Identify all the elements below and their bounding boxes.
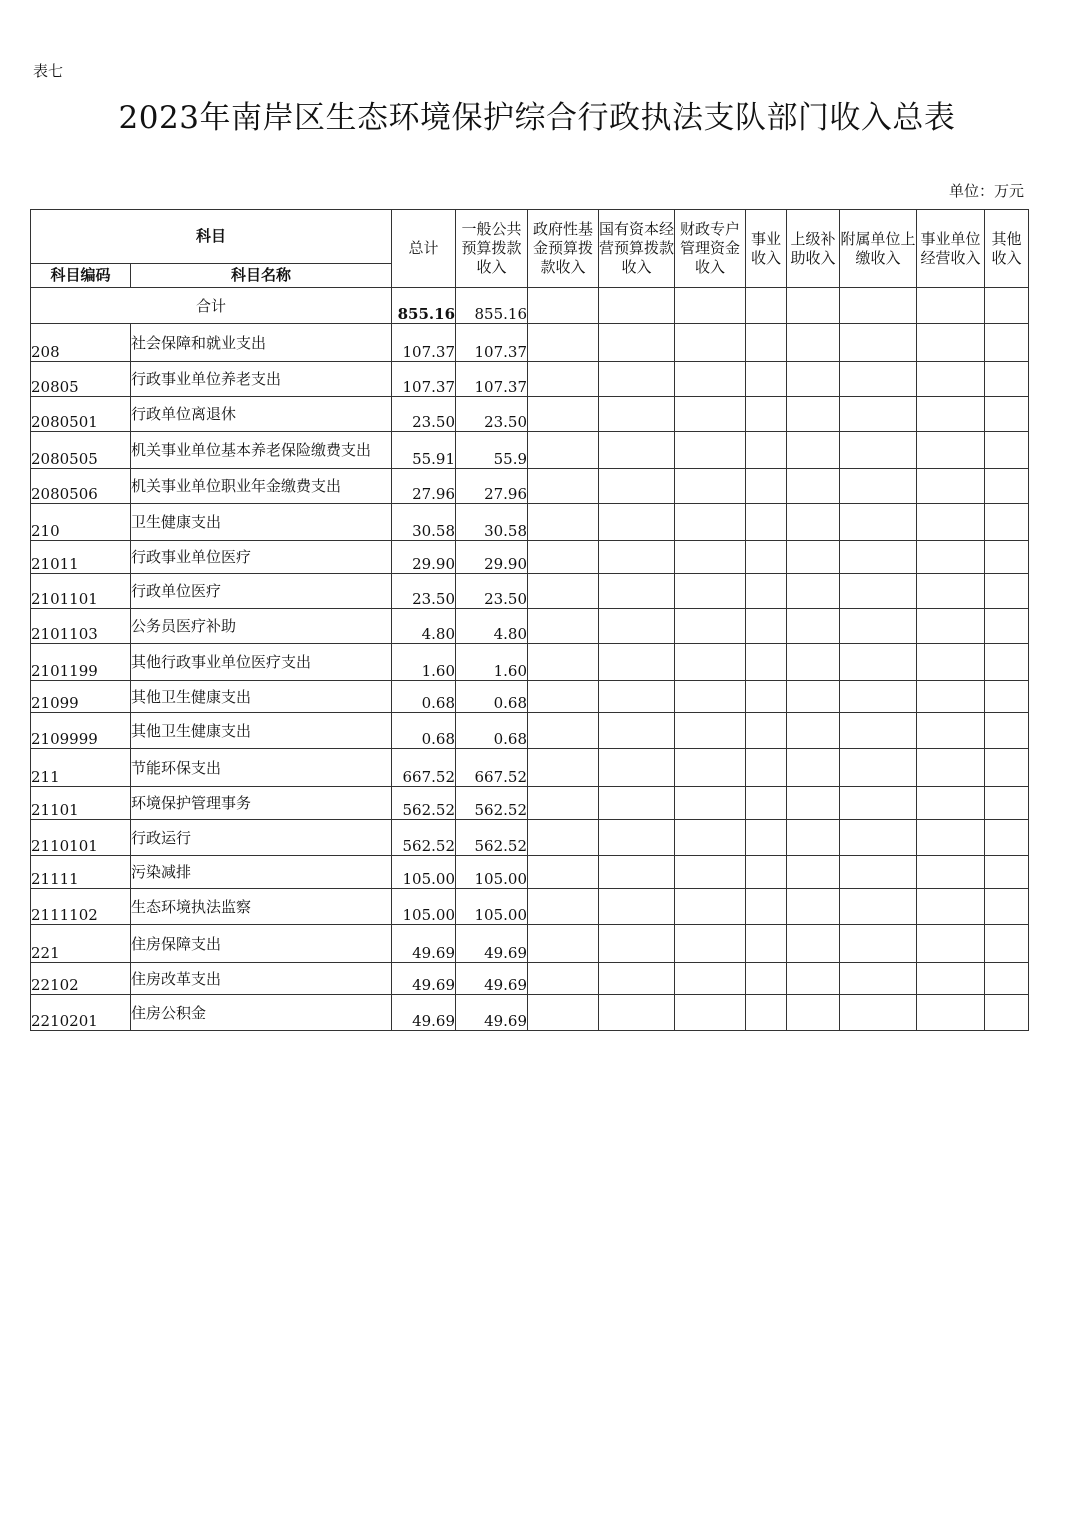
empty-cell <box>675 856 746 889</box>
row-total: 49.69 <box>392 963 456 995</box>
empty-cell <box>599 397 675 432</box>
empty-cell <box>675 681 746 713</box>
row-code: 2080505 <box>31 432 131 469</box>
empty-cell <box>528 324 599 362</box>
row-general-budget: 30.58 <box>456 504 528 541</box>
empty-cell <box>746 324 787 362</box>
header-operating-income: 事业单位经营收入 <box>917 210 985 288</box>
empty-cell <box>917 574 985 609</box>
empty-cell <box>746 681 787 713</box>
row-general-budget: 0.68 <box>456 681 528 713</box>
empty-cell <box>528 574 599 609</box>
row-total: 4.80 <box>392 609 456 644</box>
table-row <box>31 324 1029 362</box>
table-row <box>31 541 1029 574</box>
empty-cell <box>787 644 840 681</box>
empty-cell <box>528 995 599 1031</box>
empty-cell <box>528 856 599 889</box>
empty-cell <box>599 432 675 469</box>
empty-cell <box>599 963 675 995</box>
empty-cell <box>528 787 599 820</box>
table-row <box>31 856 1029 889</box>
row-general-budget: 4.80 <box>456 609 528 644</box>
empty-cell <box>787 681 840 713</box>
row-name: 环境保护管理事务 <box>131 787 392 820</box>
empty-cell <box>840 504 917 541</box>
row-code: 2101101 <box>31 574 131 609</box>
empty-cell <box>675 995 746 1031</box>
empty-cell <box>917 504 985 541</box>
empty-cell <box>528 925 599 963</box>
total-value: 855.16 <box>392 288 456 324</box>
empty-cell <box>917 609 985 644</box>
empty-cell <box>787 432 840 469</box>
empty-cell <box>599 749 675 787</box>
empty-cell <box>746 609 787 644</box>
empty-cell <box>746 397 787 432</box>
row-code: 2210201 <box>31 995 131 1031</box>
row-code: 21011 <box>31 541 131 574</box>
empty-cell <box>599 574 675 609</box>
empty-cell <box>840 925 917 963</box>
row-code: 2080501 <box>31 397 131 432</box>
empty-cell <box>917 324 985 362</box>
row-general-budget: 49.69 <box>456 925 528 963</box>
empty-cell <box>985 820 1029 856</box>
header-total: 总计 <box>392 210 456 288</box>
table-row <box>31 925 1029 963</box>
row-code: 2109999 <box>31 713 131 749</box>
row-code: 210 <box>31 504 131 541</box>
row-name: 行政单位离退休 <box>131 397 392 432</box>
empty-cell <box>985 925 1029 963</box>
row-total: 27.96 <box>392 469 456 504</box>
empty-cell <box>917 820 985 856</box>
empty-cell <box>985 609 1029 644</box>
empty-cell <box>675 963 746 995</box>
empty-cell <box>787 749 840 787</box>
empty-cell <box>528 504 599 541</box>
empty-cell <box>985 397 1029 432</box>
empty-cell <box>675 749 746 787</box>
row-code: 208 <box>31 324 131 362</box>
row-name: 社会保障和就业支出 <box>131 324 392 362</box>
row-name: 其他卫生健康支出 <box>131 681 392 713</box>
empty-cell <box>985 749 1029 787</box>
row-general-budget: 23.50 <box>456 397 528 432</box>
empty-cell <box>787 820 840 856</box>
total-label: 合计 <box>31 288 392 324</box>
empty-cell <box>840 324 917 362</box>
empty-cell <box>746 995 787 1031</box>
empty-cell <box>985 504 1029 541</box>
row-name: 机关事业单位基本养老保险缴费支出 <box>131 432 392 469</box>
row-code: 21099 <box>31 681 131 713</box>
row-total: 49.69 <box>392 925 456 963</box>
row-total: 105.00 <box>392 889 456 925</box>
empty-cell <box>675 362 746 397</box>
empty-cell <box>675 713 746 749</box>
table-row <box>31 362 1029 397</box>
empty-cell <box>917 362 985 397</box>
empty-cell <box>917 432 985 469</box>
empty-cell <box>917 681 985 713</box>
empty-cell <box>675 504 746 541</box>
row-general-budget: 107.37 <box>456 362 528 397</box>
unit-label: 单位：万元 <box>948 182 1024 200</box>
empty-cell <box>528 889 599 925</box>
table-row <box>31 995 1029 1031</box>
empty-cell <box>599 504 675 541</box>
header-gov-fund: 政府性基金预算拨款收入 <box>528 210 599 288</box>
row-name: 生态环境执法监察 <box>131 889 392 925</box>
row-total: 49.69 <box>392 995 456 1031</box>
page-title: 2023年南岸区生态环境保护综合行政执法支队部门收入总表 <box>118 100 956 136</box>
row-code: 21111 <box>31 856 131 889</box>
empty-cell <box>787 541 840 574</box>
empty-cell <box>675 820 746 856</box>
empty-cell <box>787 995 840 1031</box>
empty-cell <box>675 925 746 963</box>
empty-cell <box>840 681 917 713</box>
empty-cell <box>917 889 985 925</box>
row-name: 节能环保支出 <box>131 749 392 787</box>
row-name: 住房公积金 <box>131 995 392 1031</box>
empty-cell <box>985 713 1029 749</box>
row-total: 1.60 <box>392 644 456 681</box>
empty-cell <box>787 856 840 889</box>
empty-cell <box>528 820 599 856</box>
header-superior-subsidy: 上级补助收入 <box>787 210 840 288</box>
table-row <box>31 397 1029 432</box>
header-code: 科目编码 <box>31 264 131 288</box>
empty-cell <box>599 541 675 574</box>
empty-cell <box>787 713 840 749</box>
row-general-budget: 105.00 <box>456 889 528 925</box>
empty-cell <box>985 324 1029 362</box>
empty-cell <box>746 749 787 787</box>
row-general-budget: 105.00 <box>456 856 528 889</box>
empty-cell <box>746 889 787 925</box>
table-row <box>31 504 1029 541</box>
table-row <box>31 787 1029 820</box>
empty-cell <box>917 644 985 681</box>
empty-cell <box>675 609 746 644</box>
total-row <box>31 288 1029 324</box>
empty-cell <box>917 469 985 504</box>
row-name: 公务员医疗补助 <box>131 609 392 644</box>
empty-cell <box>599 889 675 925</box>
table-row <box>31 889 1029 925</box>
table-number: 表七 <box>33 62 64 80</box>
row-name: 行政事业单位医疗 <box>131 541 392 574</box>
empty-cell <box>917 925 985 963</box>
row-general-budget: 27.96 <box>456 469 528 504</box>
empty-cell <box>746 787 787 820</box>
row-general-budget: 667.52 <box>456 749 528 787</box>
empty-cell <box>840 432 917 469</box>
row-name: 住房改革支出 <box>131 963 392 995</box>
empty-cell <box>985 362 1029 397</box>
empty-cell <box>840 889 917 925</box>
empty-cell <box>787 925 840 963</box>
row-total: 107.37 <box>392 324 456 362</box>
empty-cell <box>917 856 985 889</box>
row-name: 机关事业单位职业年金缴费支出 <box>131 469 392 504</box>
row-general-budget: 562.52 <box>456 787 528 820</box>
header-subject: 科目 <box>31 210 392 264</box>
table-row <box>31 609 1029 644</box>
empty-cell <box>599 469 675 504</box>
empty-cell <box>840 749 917 787</box>
header-name: 科目名称 <box>131 264 392 288</box>
empty-cell <box>840 574 917 609</box>
empty-cell <box>746 541 787 574</box>
table-row <box>31 820 1029 856</box>
row-general-budget: 29.90 <box>456 541 528 574</box>
table-row <box>31 432 1029 469</box>
table-row <box>31 681 1029 713</box>
empty-cell <box>985 574 1029 609</box>
empty-cell <box>746 644 787 681</box>
empty-cell <box>840 541 917 574</box>
empty-cell <box>528 963 599 995</box>
empty-cell <box>599 609 675 644</box>
empty-cell <box>599 713 675 749</box>
empty-cell <box>917 541 985 574</box>
empty-cell <box>985 541 1029 574</box>
empty-cell <box>675 574 746 609</box>
row-code: 22102 <box>31 963 131 995</box>
empty-cell <box>985 432 1029 469</box>
empty-cell <box>528 362 599 397</box>
empty-cell <box>985 963 1029 995</box>
empty-cell <box>599 995 675 1031</box>
row-code: 2101103 <box>31 609 131 644</box>
row-name: 其他卫生健康支出 <box>131 713 392 749</box>
empty-cell <box>985 889 1029 925</box>
empty-cell <box>528 644 599 681</box>
empty-cell <box>528 609 599 644</box>
row-name: 行政单位医疗 <box>131 574 392 609</box>
row-code: 2080506 <box>31 469 131 504</box>
empty-cell <box>985 681 1029 713</box>
empty-cell <box>840 644 917 681</box>
empty-cell <box>746 963 787 995</box>
table-row <box>31 963 1029 995</box>
empty-cell <box>840 787 917 820</box>
empty-cell <box>840 362 917 397</box>
row-general-budget: 1.60 <box>456 644 528 681</box>
empty-cell <box>985 469 1029 504</box>
row-total: 562.52 <box>392 787 456 820</box>
empty-cell <box>599 362 675 397</box>
empty-cell <box>787 574 840 609</box>
empty-cell <box>787 469 840 504</box>
empty-cell <box>528 469 599 504</box>
empty-cell <box>746 925 787 963</box>
row-total: 667.52 <box>392 749 456 787</box>
header-general-budget: 一般公共预算拨款收入 <box>456 210 528 288</box>
row-total: 0.68 <box>392 681 456 713</box>
empty-cell <box>746 820 787 856</box>
row-total: 29.90 <box>392 541 456 574</box>
row-general-budget: 0.68 <box>456 713 528 749</box>
table-row <box>31 713 1029 749</box>
row-code: 20805 <box>31 362 131 397</box>
empty-cell <box>675 541 746 574</box>
empty-cell <box>746 504 787 541</box>
table-row <box>31 469 1029 504</box>
empty-cell <box>840 469 917 504</box>
row-code: 221 <box>31 925 131 963</box>
row-name: 其他行政事业单位医疗支出 <box>131 644 392 681</box>
empty-cell <box>787 397 840 432</box>
total-general-value: 855.16 <box>456 288 528 324</box>
row-total: 23.50 <box>392 397 456 432</box>
header-other-income: 其他收入 <box>985 210 1029 288</box>
empty-cell <box>675 644 746 681</box>
header-affiliated-income: 附属单位上缴收入 <box>840 210 917 288</box>
empty-cell <box>787 963 840 995</box>
empty-cell <box>675 324 746 362</box>
row-total: 105.00 <box>392 856 456 889</box>
row-code: 2111102 <box>31 889 131 925</box>
empty-cell <box>840 609 917 644</box>
row-total: 107.37 <box>392 362 456 397</box>
row-code: 2101199 <box>31 644 131 681</box>
row-code: 2110101 <box>31 820 131 856</box>
header-business-income: 事业收入 <box>746 210 787 288</box>
empty-cell <box>528 541 599 574</box>
empty-cell <box>787 504 840 541</box>
row-code: 21101 <box>31 787 131 820</box>
empty-cell <box>675 469 746 504</box>
empty-cell <box>675 397 746 432</box>
empty-cell <box>599 681 675 713</box>
row-general-budget: 49.69 <box>456 963 528 995</box>
empty-cell <box>746 469 787 504</box>
row-name: 行政运行 <box>131 820 392 856</box>
empty-cell <box>985 644 1029 681</box>
row-total: 0.68 <box>392 713 456 749</box>
row-total: 23.50 <box>392 574 456 609</box>
row-general-budget: 49.69 <box>456 995 528 1031</box>
empty-cell <box>599 820 675 856</box>
empty-cell <box>985 787 1029 820</box>
empty-cell <box>787 609 840 644</box>
income-summary-table <box>30 209 1029 1031</box>
row-name: 住房保障支出 <box>131 925 392 963</box>
row-general-budget: 107.37 <box>456 324 528 362</box>
empty-cell <box>917 713 985 749</box>
empty-cell <box>787 889 840 925</box>
header-fiscal-special: 财政专户管理资金收入 <box>675 210 746 288</box>
row-general-budget: 55.9 <box>456 432 528 469</box>
empty-cell <box>840 820 917 856</box>
empty-cell <box>528 397 599 432</box>
table-row <box>31 749 1029 787</box>
empty-cell <box>787 324 840 362</box>
empty-cell <box>746 432 787 469</box>
row-name: 卫生健康支出 <box>131 504 392 541</box>
empty-cell <box>528 713 599 749</box>
empty-cell <box>599 856 675 889</box>
empty-cell <box>917 397 985 432</box>
empty-cell <box>787 362 840 397</box>
empty-cell <box>675 889 746 925</box>
empty-cell <box>675 787 746 820</box>
row-general-budget: 23.50 <box>456 574 528 609</box>
empty-cell <box>528 749 599 787</box>
empty-cell <box>599 787 675 820</box>
row-total: 55.91 <box>392 432 456 469</box>
empty-cell <box>746 574 787 609</box>
empty-cell <box>599 644 675 681</box>
empty-cell <box>528 681 599 713</box>
empty-cell <box>840 995 917 1031</box>
empty-cell <box>917 787 985 820</box>
header-state-capital: 国有资本经营预算拨款收入 <box>599 210 675 288</box>
row-total: 30.58 <box>392 504 456 541</box>
empty-cell <box>675 432 746 469</box>
empty-cell <box>985 856 1029 889</box>
row-name: 污染减排 <box>131 856 392 889</box>
empty-cell <box>746 362 787 397</box>
row-general-budget: 562.52 <box>456 820 528 856</box>
row-name: 行政事业单位养老支出 <box>131 362 392 397</box>
empty-cell <box>917 963 985 995</box>
empty-cell <box>840 963 917 995</box>
empty-cell <box>528 432 599 469</box>
empty-cell <box>840 713 917 749</box>
row-code: 211 <box>31 749 131 787</box>
empty-cell <box>840 397 917 432</box>
empty-cell <box>787 787 840 820</box>
table-row <box>31 644 1029 681</box>
empty-cell <box>746 856 787 889</box>
empty-cell <box>599 324 675 362</box>
row-total: 562.52 <box>392 820 456 856</box>
empty-cell <box>599 925 675 963</box>
empty-cell <box>985 995 1029 1031</box>
empty-cell <box>917 749 985 787</box>
empty-cell <box>917 995 985 1031</box>
empty-cell <box>746 713 787 749</box>
table-row <box>31 574 1029 609</box>
empty-cell <box>840 856 917 889</box>
